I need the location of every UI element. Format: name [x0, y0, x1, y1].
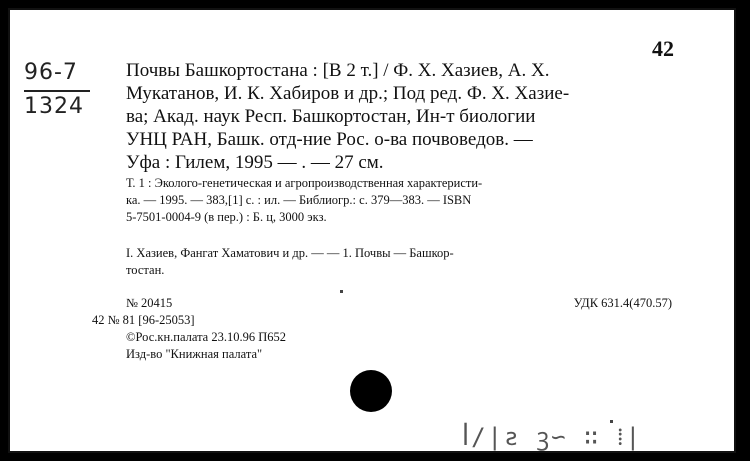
volume-line: 5-7501-0004-9 (в пер.) : Б. ц, 3000 экз. — [126, 210, 327, 224]
volume-line: ка. — 1995. — 383,[1] с. : ил. — Библиогр.: с. 379—383. — ISBN — [126, 193, 472, 207]
ink-blot — [350, 370, 392, 412]
call-number-divider — [24, 90, 90, 92]
publisher-line: Изд-во "Книжная палата" — [126, 347, 263, 361]
card-number: 42 — [652, 36, 674, 61]
copyright-line: ©Рос.кн.палата 23.10.96 П652 — [126, 330, 287, 344]
volume-line: Т. 1 : Эколого-генетическая и агропроизводственная характеристи- — [126, 176, 483, 190]
udc-code: УДК 631.4(470.57) — [573, 296, 672, 310]
call-number-bottom: 1324 — [24, 94, 84, 119]
bib-line: Уфа : Гилем, 1995 — . — 27 см. — [126, 152, 384, 173]
speck — [610, 420, 613, 423]
catalog-card — [8, 8, 736, 453]
tracing-line: тостан. — [126, 263, 165, 277]
card-id: 42 № 81 [96-25053] — [92, 313, 195, 327]
handwritten-scrawl: ꟾ/|ƨ ꝫ∽ ∷ ⁞| — [462, 423, 643, 451]
bib-line: Почвы Башкортостана : [В 2 т.] / Ф. Х. Хазиев, А. Х. — [126, 60, 550, 81]
bib-line: ва; Акад. наук Респ. Башкортостан, Ин-т биологии — [126, 106, 536, 127]
tracing-line: I. Хазиев, Фангат Хаматович и др. — — 1. Почвы — Башкор- — [126, 246, 454, 260]
call-number-top: 96-7 — [24, 60, 78, 85]
speck — [340, 290, 343, 293]
record-number: № 20415 — [126, 296, 173, 310]
bib-line: УНЦ РАН, Башк. отд-ние Рос. о-ва почвоведов. — — [126, 129, 533, 150]
bib-line: Мукатанов, И. К. Хабиров и др.; Под ред. Ф. Х. Хазие- — [126, 83, 570, 104]
